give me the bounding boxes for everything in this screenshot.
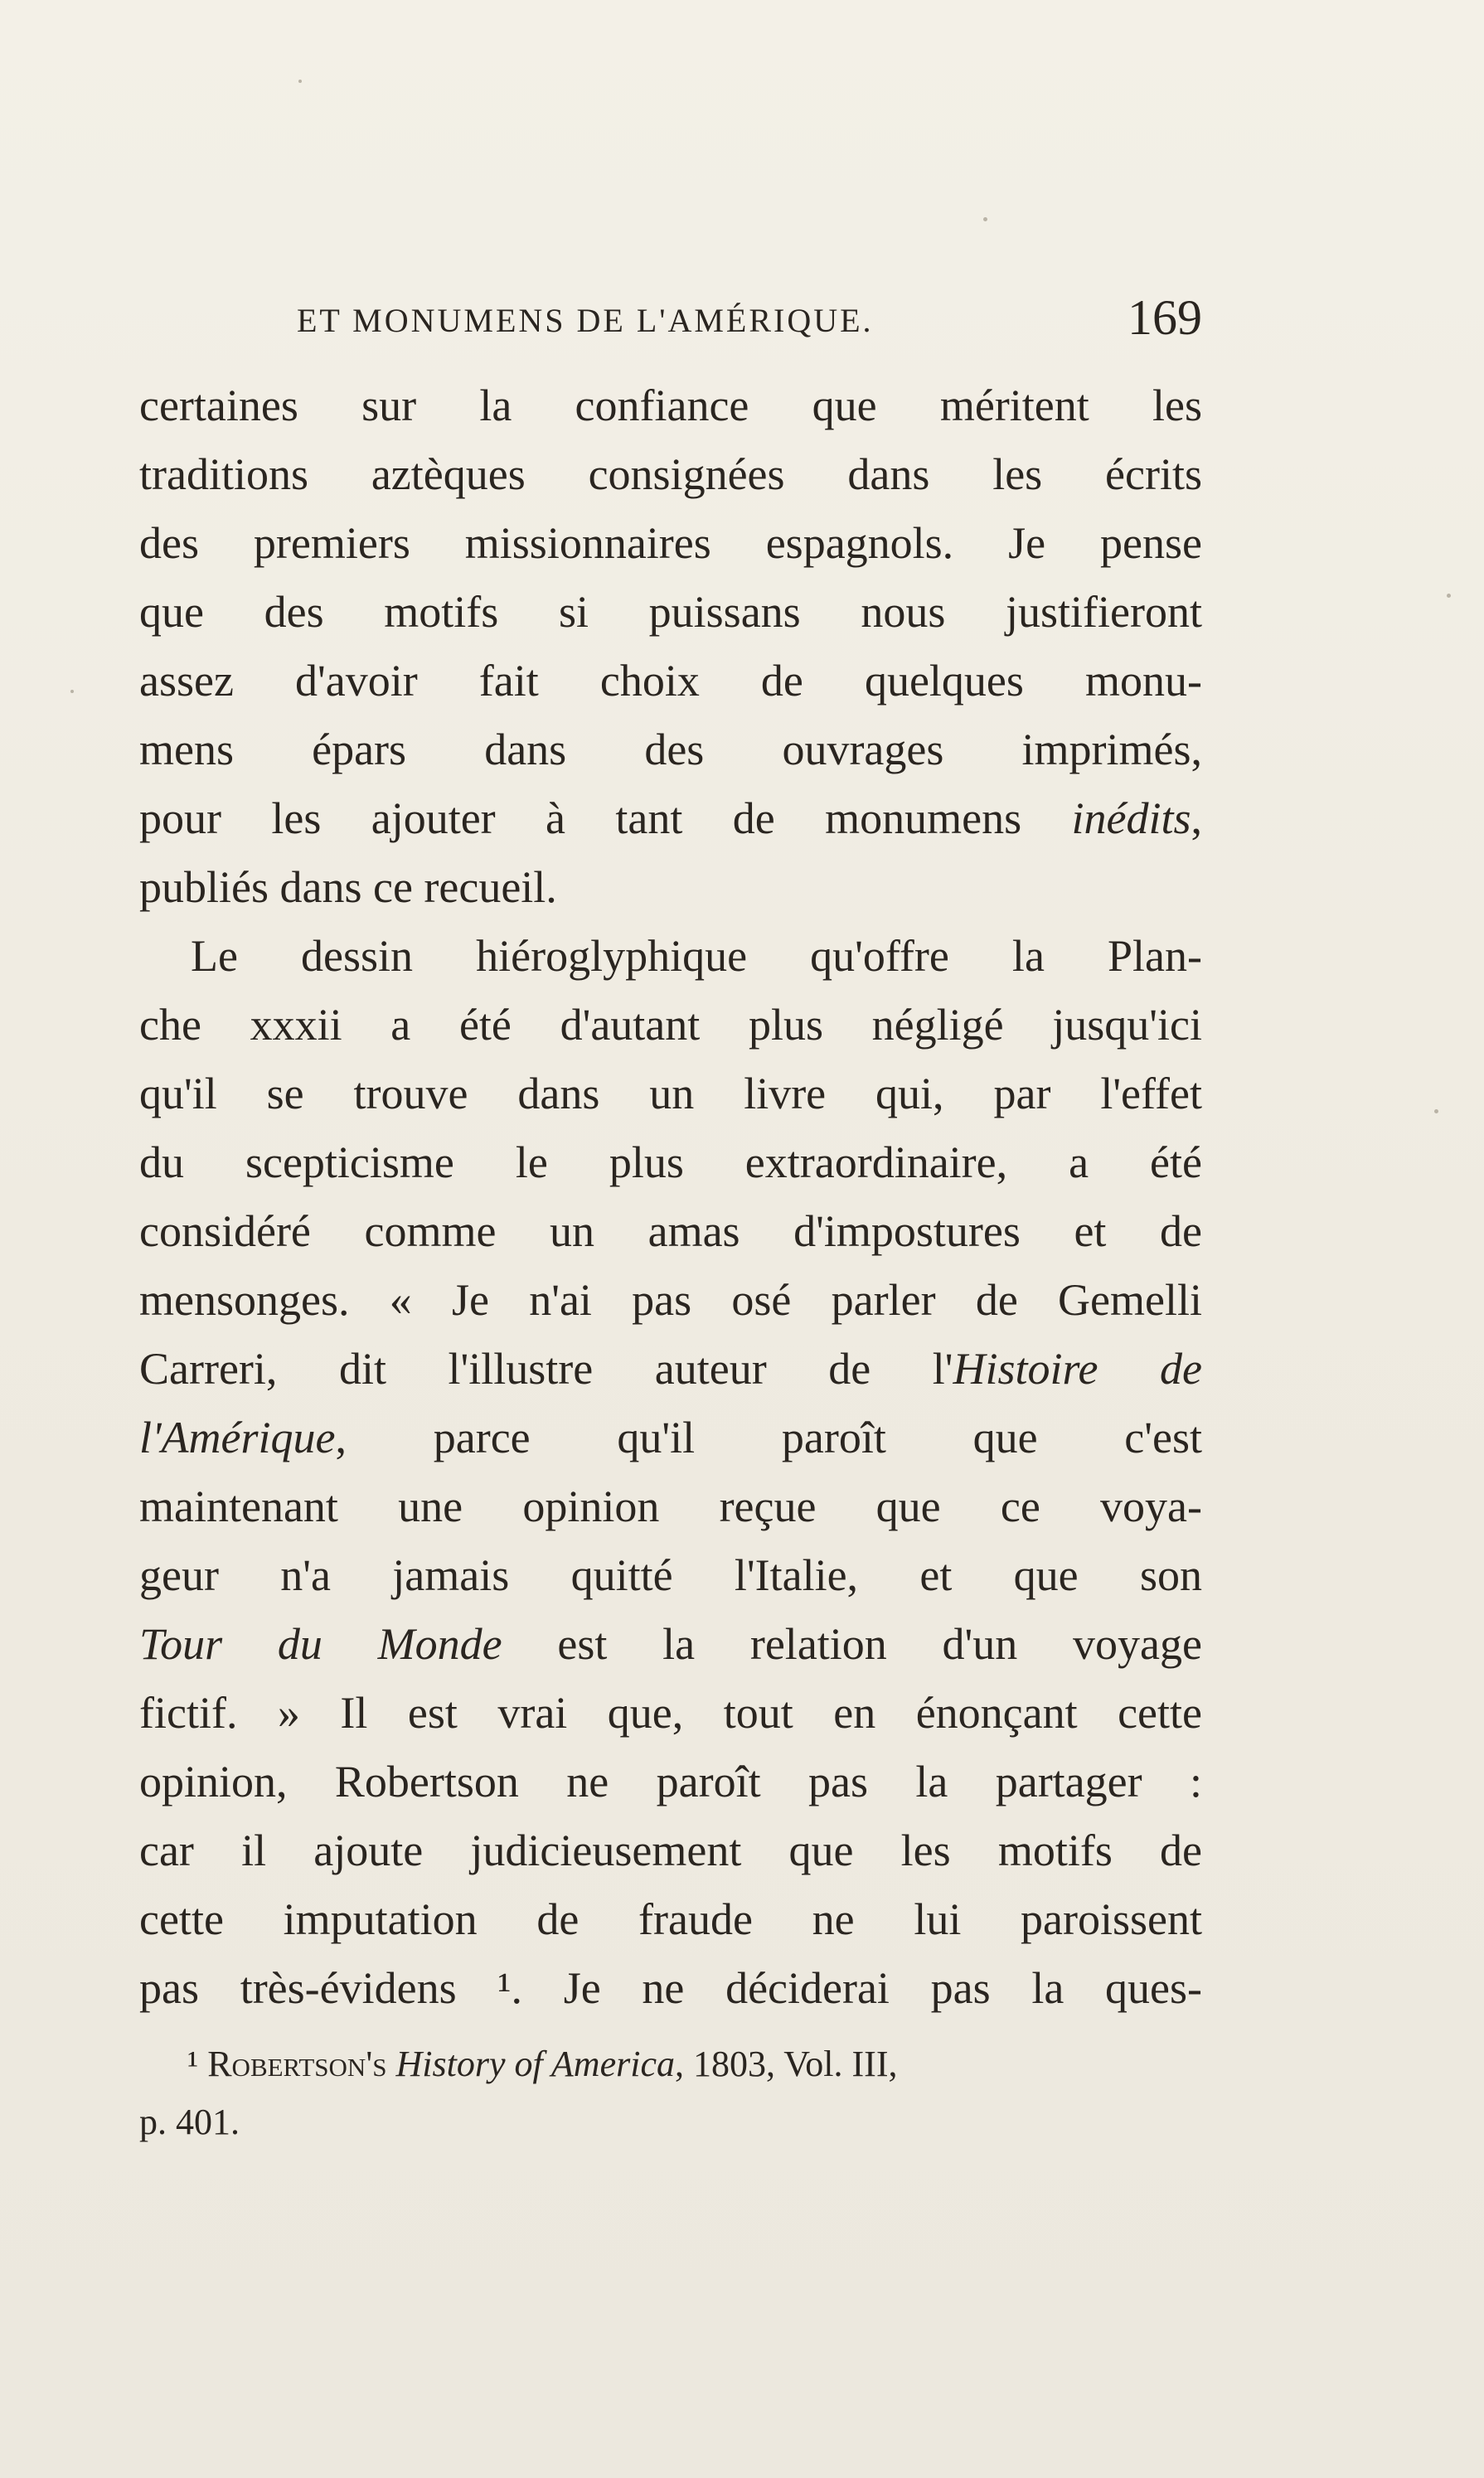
footnote-details: , 1803, Vol. III, xyxy=(675,2044,898,2084)
paper-speck xyxy=(983,217,987,221)
text-line: du scepticisme le plus extraordinaire, a été xyxy=(139,1137,1202,1187)
body-text xyxy=(139,371,1202,2023)
text-line: cette imputation de fraude ne lui paroissent xyxy=(139,1894,1202,1944)
text-line: Carreri, dit l'illustre auteur de l'Histoire de xyxy=(139,1344,1202,1394)
italic-title: l'Amérique xyxy=(139,1413,336,1462)
footnote-marker: ¹ xyxy=(187,2044,199,2084)
paper-speck xyxy=(1434,1109,1438,1113)
paper-speck xyxy=(70,690,74,693)
running-title: ET MONUMENS DE L'AMÉRIQUE. xyxy=(297,302,874,339)
italic-title: Histoire de xyxy=(953,1344,1202,1394)
text-line: pas très-évidens ¹. Je ne déciderai pas la ques- xyxy=(139,1963,1202,2013)
text-line: car il ajoute judicieusement que les motifs de xyxy=(139,1826,1202,1875)
footnote xyxy=(139,2035,1202,2151)
text-line: Tour du Monde est la relation d'un voyage xyxy=(139,1619,1202,1669)
footnote-line xyxy=(139,2093,1202,2151)
italic-word: inédits xyxy=(1071,793,1191,843)
text-line: geur n'a jamais quitté l'Italie, et que son xyxy=(139,1550,1202,1600)
paper-speck xyxy=(298,80,302,83)
text-line: certaines sur la confiance que méritent les xyxy=(139,381,1202,430)
footnote-page: p. 401. xyxy=(139,2102,240,2142)
text-line: l'Amérique, parce qu'il paroît que c'est xyxy=(139,1413,1202,1462)
text-line: fictif. » Il est vrai que, tout en énonçant cette xyxy=(139,1688,1202,1738)
text-line: traditions aztèques consignées dans les écrits xyxy=(139,449,1202,499)
text-line: qu'il se trouve dans un livre qui, par l'effet xyxy=(139,1069,1202,1118)
page-number: 169 xyxy=(1128,290,1202,345)
text-line: mens épars dans des ouvrages imprimés, xyxy=(139,725,1202,774)
paragraph-start-line: Le dessin hiéroglyphique qu'offre la Plan- xyxy=(191,931,1202,981)
italic-title: Tour du Monde xyxy=(139,1619,502,1669)
text-line: que des motifs si puissans nous justifieront xyxy=(139,587,1202,637)
footnote-line xyxy=(139,2035,1202,2093)
text-line: publiés dans ce recueil. xyxy=(139,862,557,912)
text-line: pour les ajouter à tant de monumens inédits, xyxy=(139,793,1202,843)
footnote-title: History of America xyxy=(395,2044,675,2084)
text-line: opinion, Robertson ne paroît pas la partager : xyxy=(139,1757,1202,1806)
text-line: des premiers missionnaires espagnols. Je pense xyxy=(139,518,1202,568)
footnote-author: Robertson's xyxy=(207,2044,387,2084)
text-line: assez d'avoir fait choix de quelques monu- xyxy=(139,656,1202,706)
text-line: considéré comme un amas d'impostures et de xyxy=(139,1206,1202,1256)
text-line: mensonges. « Je n'ai pas osé parler de Gemelli xyxy=(139,1275,1202,1325)
text-line: che xxxii a été d'autant plus négligé jusqu'ici xyxy=(139,1000,1202,1050)
page-header xyxy=(139,290,1202,352)
paper-speck xyxy=(1447,594,1451,598)
text-line: maintenant une opinion reçue que ce voya- xyxy=(139,1481,1202,1531)
